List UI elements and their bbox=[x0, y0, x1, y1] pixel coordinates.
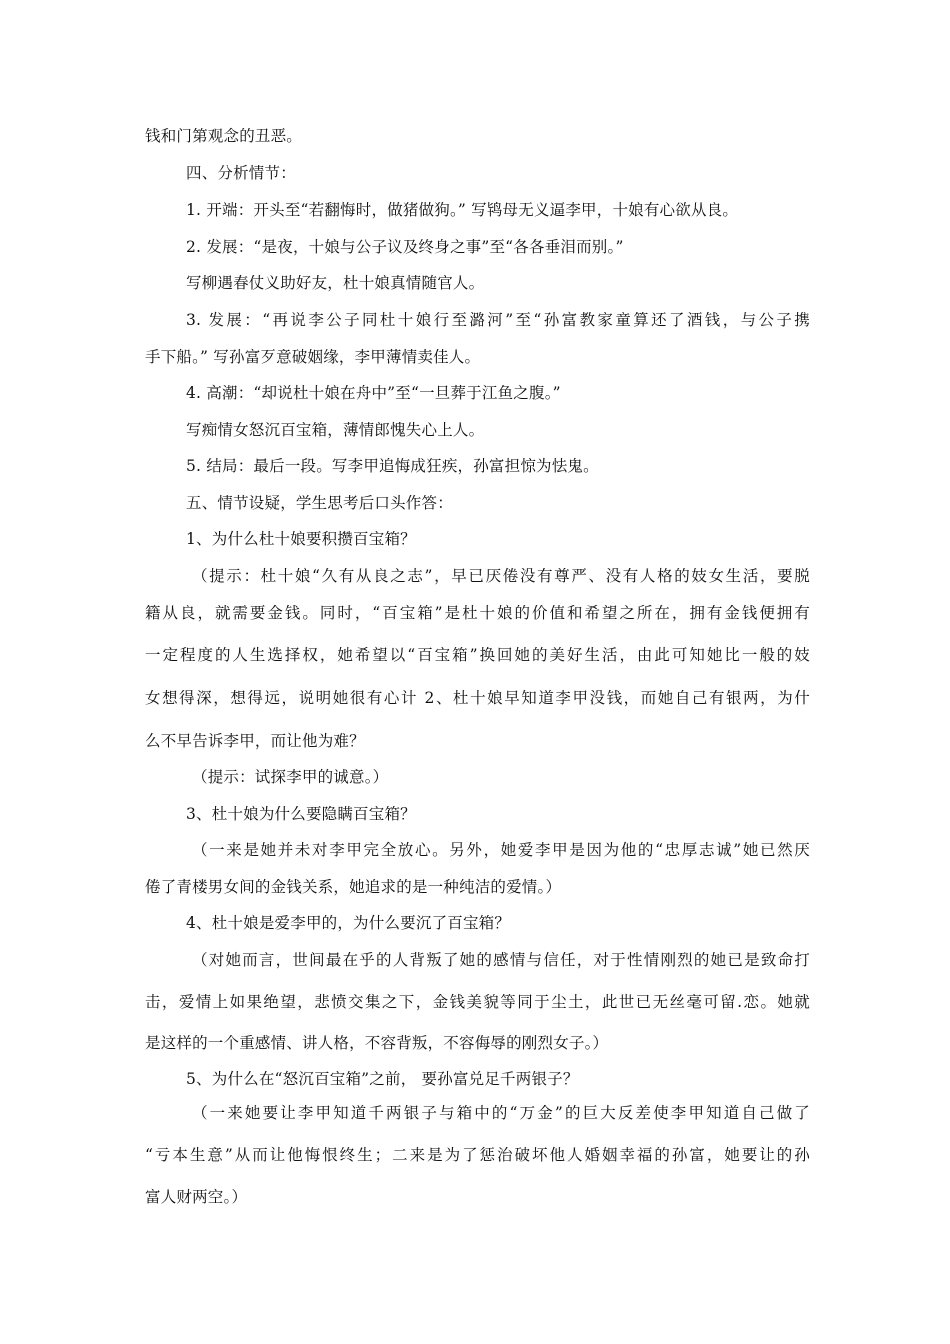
text-line: 5. 结局：最后一段。写李甲追悔成狂疾，孙富担惊为怯鬼。 bbox=[186, 457, 599, 475]
answer-text: “亏本生意”从而让他悔恨终生；二来是为了惩治破坏他人婚姻幸福的孙富，她要让的孙 bbox=[145, 1146, 810, 1164]
text-line: 写柳遇春仗义助好友，杜十娘真情随官人。 bbox=[186, 274, 485, 292]
answer-text: （对她而言，世间最在乎的人背叛了她的感情与信任，对于性情刚烈的她已是致命打 bbox=[192, 951, 810, 969]
text-line: 1. 开端：开头至“若翻悔时，做猪做狗。” 写鸨母无义逼李甲，十娘有心欲从良。 bbox=[186, 201, 739, 219]
text-line: 2. 发展：“是夜，十娘与公子议及终身之事”至“各各垂泪而别。” bbox=[186, 238, 624, 256]
text-line: 4. 高潮：“却说杜十娘在舟中”至“一旦葬于江鱼之腹。” bbox=[186, 384, 561, 402]
answer-text: 么不早告诉李甲，而让他为难？ bbox=[145, 732, 365, 750]
answer-text: 击，爱情上如果绝望，悲愤交集之下，金钱美貌等同于尘土，此世已无丝毫可留.恋。她就 bbox=[145, 993, 810, 1011]
question: 4、杜十娘是爱李甲的，为什么要沉了百宝箱？ bbox=[186, 914, 511, 932]
answer-text: 籍从良，就需要金钱。同时，“百宝箱”是杜十娘的价值和希望之所在，拥有金钱便拥有 bbox=[145, 604, 810, 622]
text-line: 钱和门第观念的丑恶。 bbox=[145, 127, 303, 145]
answer-text: 富人财两空。） bbox=[145, 1188, 248, 1206]
answer-text: （提示：杜十娘“久有从良之志”，早已厌倦没有尊严、没有人格的妓女生活，要脱 bbox=[192, 567, 810, 585]
text-line: 写痴情女怒沉百宝箱，薄情郎愧失心上人。 bbox=[186, 421, 485, 439]
text-line: 手下船。” 写孙富歹意破姻缘，李甲薄情卖佳人。 bbox=[145, 348, 481, 366]
answer-text: （提示：试探李甲的诚意。） bbox=[192, 768, 389, 786]
answer-text: （一来是她并未对李甲完全放心。另外，她爱李甲是因为他的“忠厚志诚”她已然厌 bbox=[192, 841, 810, 859]
answer-text: 女想得深，想得远，说明她很有心计 2、杜十娘早知道李甲没钱，而她自己有银两，为什 bbox=[145, 689, 810, 707]
section-heading: 四、分析情节： bbox=[186, 164, 296, 182]
section-heading: 五、情节设疑，学生思考后口头作答： bbox=[186, 494, 453, 512]
answer-text: 倦了青楼男女间的金钱关系，她追求的是一种纯洁的爱情。） bbox=[145, 878, 562, 896]
question: 5、为什么在“怒沉百宝箱”之前， 要孙富兑足千两银子？ bbox=[186, 1070, 579, 1088]
answer-text: 一定程度的人生选择权，她希望以“百宝箱”换回她的美好生活，由此可知她比一般的妓 bbox=[145, 646, 810, 664]
question: 1、为什么杜十娘要积攒百宝箱？ bbox=[186, 530, 416, 548]
answer-text: （一来她要让李甲知道千两银子与箱中的“万金”的巨大反差使李甲知道自己做了 bbox=[192, 1104, 810, 1122]
answer-text: 是这样的一个重感情、讲人格，不容背叛，不容侮辱的刚烈女子。） bbox=[145, 1034, 609, 1052]
text-line: 3. 发展：“再说李公子同杜十娘行至潞河”至“孙富教家童算还了酒钱，与公子携 bbox=[186, 311, 810, 329]
question: 3、杜十娘为什么要隐瞒百宝箱？ bbox=[186, 805, 416, 823]
